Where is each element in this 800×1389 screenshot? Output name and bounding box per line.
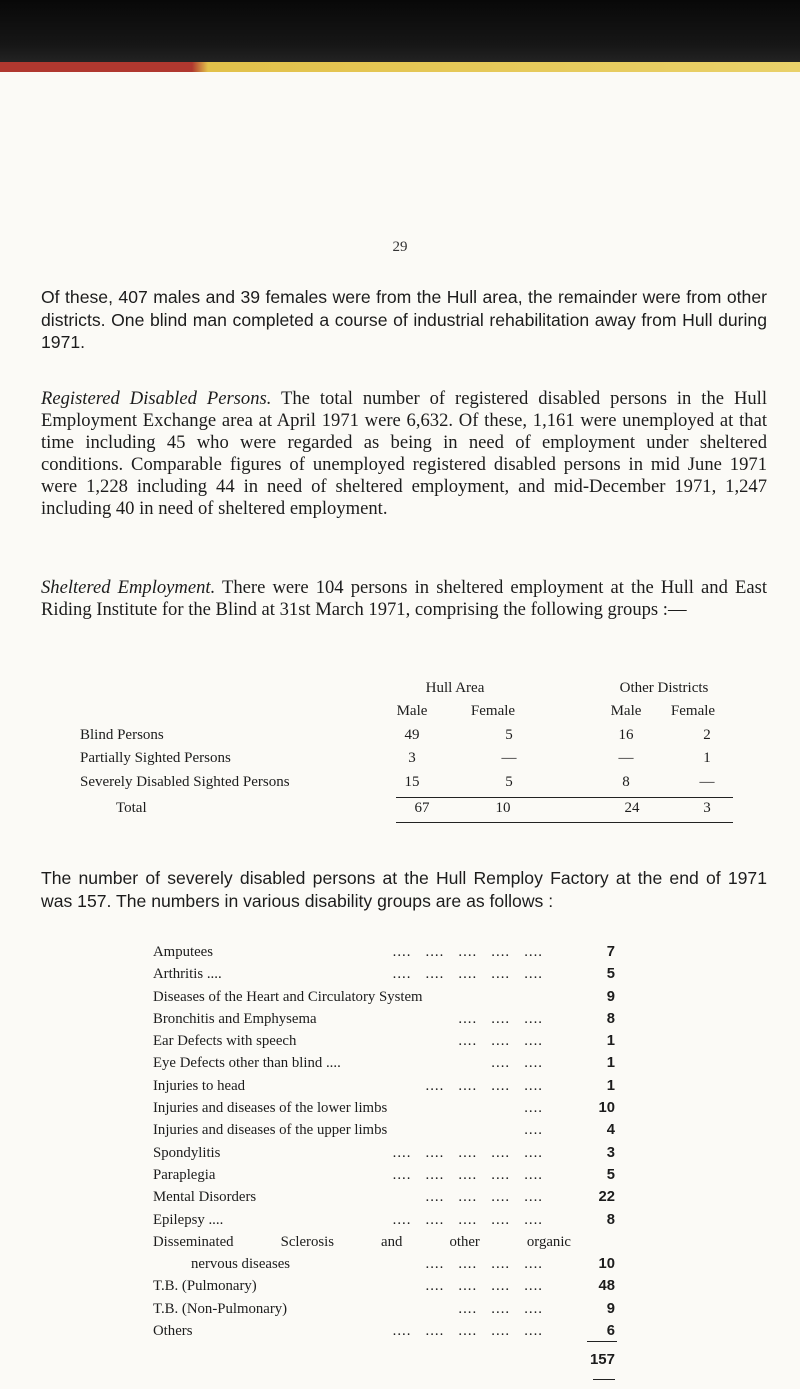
list-item xyxy=(153,1030,615,1052)
group-header-other-districts: Other Districts xyxy=(619,680,709,696)
subheader-other-female: Female xyxy=(670,703,716,719)
page-number: 29 xyxy=(392,239,408,255)
table-cell: — xyxy=(618,750,634,766)
list-item xyxy=(153,1275,615,1297)
leader-dots: .... .... .... .... xyxy=(425,1256,543,1273)
list-item xyxy=(153,1119,615,1141)
list-item xyxy=(153,1052,615,1074)
paragraph-sheltered-employment-body: There were 104 persons in sheltered employment at the Hull and East Riding Institute for the Blind at 31st March 1971, comprising the following groups :— xyxy=(41,577,767,620)
leader-dots: .... xyxy=(524,1122,543,1139)
list-item-label: Injuries and diseases of the upper limbs xyxy=(153,1122,388,1139)
leader-dots: .... .... .... .... .... xyxy=(392,1166,543,1183)
row-label-total: Total xyxy=(116,800,147,816)
list-item-value: 9 xyxy=(606,1300,615,1317)
list-item-label: Arthritis .... xyxy=(153,966,222,983)
total-rule-bottom xyxy=(396,822,733,823)
list-item xyxy=(153,1231,615,1253)
disability-groups-list xyxy=(153,941,615,1342)
list-item xyxy=(153,986,615,1008)
leader-dots: .... .... .... xyxy=(458,1300,543,1317)
leader-dots: .... .... .... .... xyxy=(425,1189,543,1206)
list-item-value: 4 xyxy=(606,1122,615,1139)
list-item-value: 1 xyxy=(606,1033,615,1050)
list-item-label: Eye Defects other than blind .... xyxy=(153,1055,341,1072)
list-item-value: 3 xyxy=(606,1144,615,1161)
list-item-label: Spondylitis xyxy=(153,1144,221,1161)
total-cell: 10 xyxy=(495,800,511,816)
list-item-label: Paraplegia xyxy=(153,1166,216,1183)
leader-dots: .... .... .... .... .... xyxy=(392,1323,543,1340)
list-item xyxy=(153,1209,615,1231)
leader-dots: .... .... .... xyxy=(458,1010,543,1027)
list-item-value: 5 xyxy=(606,1166,615,1183)
list-item-label: Ear Defects with speech xyxy=(153,1033,297,1050)
table-cell: — xyxy=(699,774,715,790)
list-item-label: Diseases of the Heart and Circulatory System xyxy=(153,988,423,1005)
list-item xyxy=(153,1253,615,1275)
list-item-value: 48 xyxy=(598,1278,615,1295)
leader-dots: .... .... .... .... .... xyxy=(392,966,543,983)
list-item-value: 10 xyxy=(598,1256,615,1273)
subheader-other-male: Male xyxy=(610,703,642,719)
table-cell: 2 xyxy=(703,727,711,743)
list-item xyxy=(153,1142,615,1164)
list-item xyxy=(153,1298,615,1320)
total-rule-top xyxy=(396,797,733,798)
list-item xyxy=(153,1320,615,1342)
list-item-label: Mental Disorders xyxy=(153,1189,257,1206)
table-cell: 3 xyxy=(408,750,416,766)
table-cell: 15 xyxy=(404,774,420,790)
sum-rule-top xyxy=(587,1341,617,1342)
list-item-value: 1 xyxy=(606,1055,615,1072)
row-label-blind: Blind Persons xyxy=(80,727,164,743)
leader-dots: .... .... .... .... .... xyxy=(392,1144,543,1161)
list-item-value: 5 xyxy=(606,966,615,983)
list-item-label: Disseminated Sclerosis and other organic xyxy=(153,1233,571,1250)
list-item-value: 6 xyxy=(606,1323,615,1340)
table-cell: 5 xyxy=(505,727,513,743)
list-item-label: Injuries to head xyxy=(153,1077,246,1094)
paragraph-intro: Of these, 407 males and 39 females were from the Hull area, the remainder were from other districts. One blind man completed a course of industrial rehabilitation away from Hull during 1971. xyxy=(41,287,767,352)
list-item xyxy=(153,963,615,985)
scan-color-band xyxy=(0,62,800,72)
table-cell: 49 xyxy=(404,727,420,743)
leader-dots: .... .... .... .... xyxy=(425,1278,543,1295)
total-cell: 3 xyxy=(703,800,711,816)
list-item-value: 22 xyxy=(598,1189,615,1206)
list-item-value: 10 xyxy=(598,1100,615,1117)
row-label-severely-disabled: Severely Disabled Sighted Persons xyxy=(80,774,290,790)
list-item xyxy=(153,1008,615,1030)
section-heading-registered-disabled: Registered Disabled Persons. xyxy=(41,388,272,409)
leader-dots: .... .... xyxy=(491,1055,543,1072)
list-item-label: T.B. (Pulmonary) xyxy=(153,1278,257,1295)
sum-rule-bottom xyxy=(593,1379,615,1380)
total-cell: 67 xyxy=(414,800,430,816)
table-cell: — xyxy=(501,750,517,766)
total-cell: 24 xyxy=(624,800,640,816)
list-item-label: Injuries and diseases of the lower limbs xyxy=(153,1100,388,1117)
subheader-hull-male: Male xyxy=(396,703,428,719)
list-item-label: Epilepsy .... xyxy=(153,1211,224,1228)
list-item xyxy=(153,1186,615,1208)
list-item xyxy=(153,1075,615,1097)
table-cell: 5 xyxy=(505,774,513,790)
table-cell: 1 xyxy=(703,750,711,766)
leader-dots: .... .... .... .... xyxy=(425,1077,543,1094)
list-item-label: T.B. (Non-Pulmonary) xyxy=(153,1300,288,1317)
row-label-partially-sighted: Partially Sighted Persons xyxy=(80,750,231,766)
paragraph-sheltered-employment xyxy=(41,577,767,621)
list-item xyxy=(153,1164,615,1186)
table-cell: 8 xyxy=(622,774,630,790)
scan-top-border xyxy=(0,0,800,64)
subheader-hull-female: Female xyxy=(470,703,516,719)
list-item-value: 8 xyxy=(606,1010,615,1027)
leader-dots: .... .... .... .... .... xyxy=(392,944,543,960)
paragraph-registered-disabled-body: The total number of registered disabled persons in the Hull Employment Exchange area at April 1971 were 6,632. Of these, 1,161 were unemployed at that time including 45 who were regarded as being in need of employment under sheltered conditions. Comparable figures of unemployed registered disabled persons in mid June 1971 were 1,228 including 44 in need of sheltered employment, and mid-December 1971, 1,247 including 40 in need of sheltered employment. xyxy=(41,388,767,519)
leader-dots: .... .... .... xyxy=(458,1033,543,1050)
list-item-value: 9 xyxy=(606,988,615,1005)
list-item-label: Others xyxy=(153,1323,193,1340)
leader-dots: .... .... .... .... .... xyxy=(392,1211,543,1228)
disability-total: 157 xyxy=(589,1351,615,1368)
list-item-value: 1 xyxy=(606,1077,615,1094)
group-header-hull-area: Hull Area xyxy=(425,680,485,696)
list-item-value: 8 xyxy=(606,1211,615,1228)
list-item-value: 7 xyxy=(606,944,615,960)
list-item-label: Bronchitis and Emphysema xyxy=(153,1010,317,1027)
paragraph-registered-disabled xyxy=(41,388,767,520)
leader-dots: .... xyxy=(524,1100,543,1117)
section-heading-sheltered-employment: Sheltered Employment. xyxy=(41,577,216,598)
list-item xyxy=(153,1097,615,1119)
list-item xyxy=(153,941,615,963)
paragraph-remploy: The number of severely disabled persons at the Hull Remploy Factory at the end of 1971 was 157. The numbers in various disability groups are as follows : xyxy=(41,868,767,911)
list-item-label: nervous diseases xyxy=(191,1256,291,1273)
table-cell: 16 xyxy=(618,727,634,743)
list-item-label: Amputees xyxy=(153,944,213,960)
